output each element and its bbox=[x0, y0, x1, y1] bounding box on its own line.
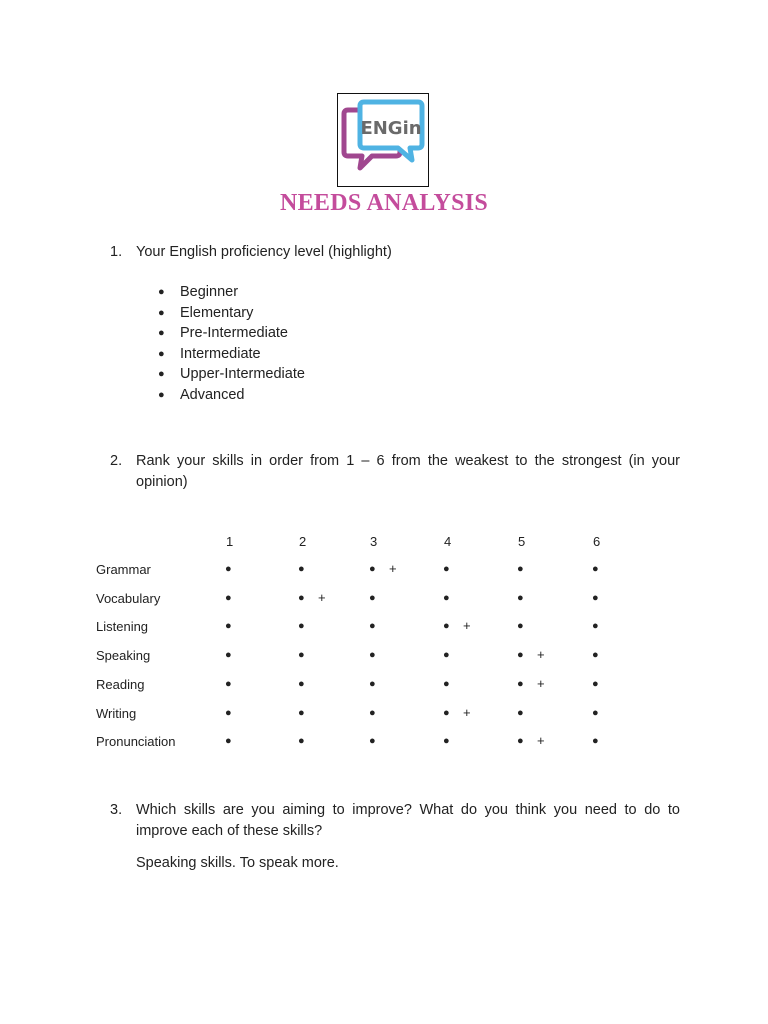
rank-option-dot: ● bbox=[225, 563, 232, 575]
list-item: ● Beginner bbox=[158, 282, 305, 303]
rank-option-dot: ● bbox=[225, 735, 232, 748]
question-text: Your English proficiency level (highlight) bbox=[136, 244, 392, 260]
rank-option-dot: ● bbox=[225, 706, 232, 719]
rank-option-dot: ● bbox=[369, 649, 376, 662]
rank-option-dot: ● bbox=[517, 620, 524, 633]
question-number: 1. bbox=[110, 244, 123, 260]
selected-rank-mark: + bbox=[463, 618, 471, 634]
question-3 bbox=[110, 800, 680, 842]
rank-option-dot: ● bbox=[298, 677, 305, 690]
list-item: ● Upper-Intermediate bbox=[158, 364, 305, 385]
rank-option-dot: ● bbox=[592, 620, 599, 633]
answer-text: Speaking skills. To speak more. bbox=[136, 855, 339, 871]
skill-label: Speaking bbox=[96, 648, 151, 664]
rank-option-dot: ● bbox=[225, 677, 232, 690]
rank-option-dot: ● bbox=[517, 591, 524, 604]
list-item: ● Intermediate bbox=[158, 344, 305, 365]
rank-option-dot: ● bbox=[592, 649, 599, 662]
skill-label: Listening bbox=[96, 619, 149, 635]
rank-option-dot: ● bbox=[369, 706, 376, 719]
bullet-icon: ● bbox=[158, 306, 165, 319]
question-text: Which skills are you aiming to improve? What do you think you need to do to improve each of these skills? bbox=[136, 802, 680, 839]
rank-option-dot: ● bbox=[517, 649, 524, 662]
question-text: Rank your skills in order from 1 – 6 from the weakest to the strongest (in your opinion) bbox=[136, 453, 680, 490]
rank-option-dot: ● bbox=[443, 706, 450, 719]
page-title: NEEDS ANALYSIS bbox=[279, 190, 489, 216]
rank-option-dot: ● bbox=[443, 677, 450, 690]
selected-rank-mark: + bbox=[537, 675, 545, 691]
rank-option-dot: ● bbox=[517, 735, 524, 748]
skill-label: Writing bbox=[96, 705, 137, 721]
skill-label: Reading bbox=[96, 676, 145, 692]
rank-option-dot: ● bbox=[443, 591, 450, 604]
bullet-icon: ● bbox=[158, 286, 165, 298]
rank-option-dot: ● bbox=[443, 620, 450, 633]
rank-option-dot: ● bbox=[443, 563, 450, 575]
rank-option-dot: ● bbox=[298, 706, 305, 719]
rank-option-dot: ● bbox=[225, 620, 232, 633]
selected-rank-mark: + bbox=[537, 733, 545, 749]
rank-option-dot: ● bbox=[592, 677, 599, 690]
rank-option-dot: ● bbox=[298, 591, 305, 604]
rank-option-dot: ● bbox=[517, 677, 524, 690]
rank-option-dot: ● bbox=[517, 563, 524, 575]
column-header-4: 4 bbox=[444, 534, 452, 549]
rank-option-dot: ● bbox=[517, 706, 524, 719]
rank-option-dot: ● bbox=[443, 735, 450, 748]
rank-option-dot: ● bbox=[369, 735, 376, 748]
rank-option-dot: ● bbox=[592, 706, 599, 719]
speech-bubbles-logo-icon bbox=[338, 94, 428, 186]
rank-option-dot: ● bbox=[298, 620, 305, 633]
rank-option-dot: ● bbox=[225, 649, 232, 662]
column-header-6: 6 bbox=[593, 534, 601, 549]
question-number: 3. bbox=[110, 802, 123, 818]
logo-text: ENGin bbox=[360, 118, 422, 139]
engin-logo bbox=[337, 93, 429, 187]
skill-label: Vocabulary bbox=[96, 590, 161, 606]
skill-label: Pronunciation bbox=[96, 734, 176, 750]
column-header-3: 3 bbox=[370, 534, 378, 549]
rank-option-dot: ● bbox=[369, 563, 376, 575]
selected-rank-mark: + bbox=[463, 704, 471, 720]
rank-option-dot: ● bbox=[298, 649, 305, 662]
selected-rank-mark: + bbox=[389, 561, 397, 576]
question-2 bbox=[110, 451, 680, 493]
rank-option-dot: ● bbox=[225, 591, 232, 604]
list-item: ● Pre-Intermediate bbox=[158, 323, 305, 344]
rank-option-dot: ● bbox=[592, 591, 599, 604]
bullet-icon: ● bbox=[158, 368, 165, 381]
rank-option-dot: ● bbox=[592, 735, 599, 748]
rank-option-dot: ● bbox=[298, 563, 305, 575]
proficiency-options bbox=[158, 282, 305, 406]
column-header-5: 5 bbox=[518, 534, 526, 549]
rank-option-dot: ● bbox=[369, 591, 376, 604]
rank-option-dot: ● bbox=[443, 649, 450, 662]
rank-option-dot: ● bbox=[369, 620, 376, 633]
rank-option-dot: ● bbox=[592, 563, 599, 575]
selected-rank-mark: + bbox=[537, 647, 545, 663]
selected-rank-mark: + bbox=[318, 589, 326, 605]
bullet-icon: ● bbox=[158, 347, 165, 360]
question-1 bbox=[110, 242, 680, 263]
skill-label: Grammar bbox=[96, 562, 151, 577]
list-item: ● Elementary bbox=[158, 303, 305, 324]
list-item: ● Advanced bbox=[158, 385, 305, 406]
rank-option-dot: ● bbox=[298, 735, 305, 748]
column-header-1: 1 bbox=[226, 534, 234, 549]
bullet-icon: ● bbox=[158, 388, 165, 401]
question-number: 2. bbox=[110, 453, 123, 469]
column-header-2: 2 bbox=[299, 534, 307, 549]
rank-option-dot: ● bbox=[369, 677, 376, 690]
bullet-icon: ● bbox=[158, 327, 165, 340]
